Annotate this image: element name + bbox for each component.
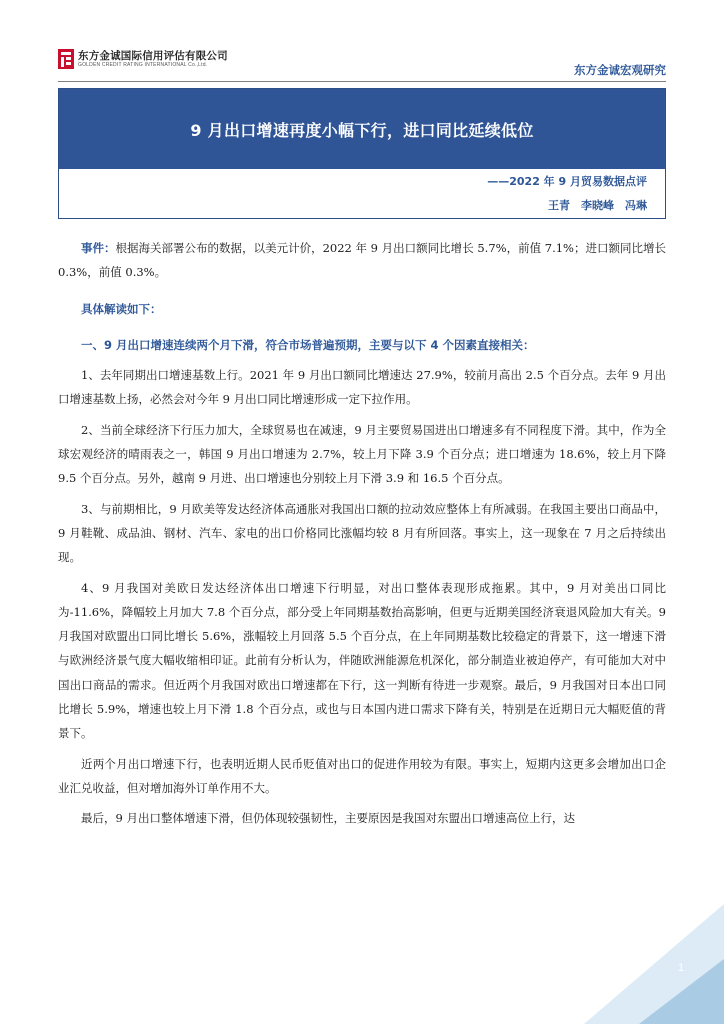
section-heading: 一、9 月出口增速连续两个月下滑，符合市场普遍预期，主要与以下 4 个因素直接相关： <box>81 337 535 352</box>
body-paragraph: 3、与前期相比，9 月欧美等发达经济体高通胀对我国出口额的拉动效应整体上有所减弱。在我国主要出口商品中，9 月鞋靴、成品油、钢材、汽车、家电的出口价格同比涨幅均较 8 月有所回落。事实上，这一现象在 7 月之后持续出现。 <box>58 501 666 565</box>
event-label: 事件： <box>81 241 116 255</box>
body-paragraph: 1、去年同期出口增速基数上行。2021 年 9 月出口额同比增速达 27.9%，较前月高出 2.5 个百分点。去年 9 月出口增速基数上扬，必然会对今年 9 月出口同比增速形成一定下拉作用。 <box>58 368 666 407</box>
logo-english-name: GOLDEN CREDIT RATING INTERNATIONAL Co.,Ltd. <box>78 61 208 68</box>
body-paragraph: 2、当前全球经济下行压力加大，全球贸易也在减速，9 月主要贸易国进出口增速多有不同程度下滑。其中，作为全球宏观经济的晴雨表之一，韩国 9 月出口增速为 2.7%，较上月下降 3.9 个百分点；进口增速为 18.6%，较上月下降 9.5 个百分点。另外，越南 9 月进、出口增速也分别较上月下滑 3.9 和 16.5 个百分点。 <box>58 422 666 486</box>
company-logo <box>58 49 228 69</box>
event-paragraph <box>58 236 666 285</box>
corner-decoration <box>524 864 724 1024</box>
report-body <box>58 236 666 837</box>
logo-chinese-name: 东方金诚国际信用评估有限公司 <box>78 49 228 62</box>
body-paragraph: 近两个月出口增速下行，也表明近期人民币贬值对出口的促进作用较为有限。事实上，短期内这更多会增加出口企业汇兑收益，但对增加海外订单作用不大。 <box>58 756 666 795</box>
analysis-label: 具体解读如下： <box>81 301 162 316</box>
body-paragraph: 最后，9 月出口整体增速下滑，但仍体现较强韧性，主要原因是我国对东盟出口增速高位上行，达 <box>81 811 575 826</box>
body-paragraph: 4、9 月我国对美欧日发达经济体出口增速下行明显，对出口整体表现形成拖累。其中，9 月对美出口同比为-11.6%，降幅较上月加大 7.8 个百分点，部分受上年同期基数抬高影响，但更与近期美国经济衰退风险加大有关。9 月我国对欧盟出口同比增长 5.6%，涨幅较上月回落 5.5 个百分点，在上年同期基数比较稳定的背景下，这一增速下滑与欧洲经济景气度大幅收缩相印证。此前有分析认为，伴随欧洲能源危机深化，部分制造业被迫停产，有可能加大对中国出口商品的需求。但近两个月我国对欧出口增速都在下行，这一判断有待进一步观察。最后，9 月我国对日本出口同比增长 5.9%，增速也较上月下滑 1.8 个百分点，或也与日本国内进口需求下降有关，特别是在近期日元大幅贬值的背景下。 <box>58 580 666 741</box>
report-title: 9 月出口增速再度小幅下行，进口同比延续低位 <box>190 120 534 140</box>
page-header <box>0 0 724 80</box>
series-brand: 东方金诚宏观研究 <box>574 63 666 77</box>
report-authors: 王青 李晓峰 冯琳 <box>548 199 647 212</box>
title-box <box>58 88 666 219</box>
logo-mark-icon <box>58 49 74 69</box>
page-number: 1 <box>678 962 685 974</box>
title-band <box>59 89 665 169</box>
report-subtitle: ——2022 年 9 月贸易数据点评 <box>487 175 647 188</box>
header-divider <box>58 81 666 82</box>
event-text: 根据海关部署公布的数据，以美元计价，2022 年 9 月出口额同比增长 5.7%，前值 7.1%；进口额同比增长 0.3%，前值 0.3%。 <box>58 241 666 280</box>
